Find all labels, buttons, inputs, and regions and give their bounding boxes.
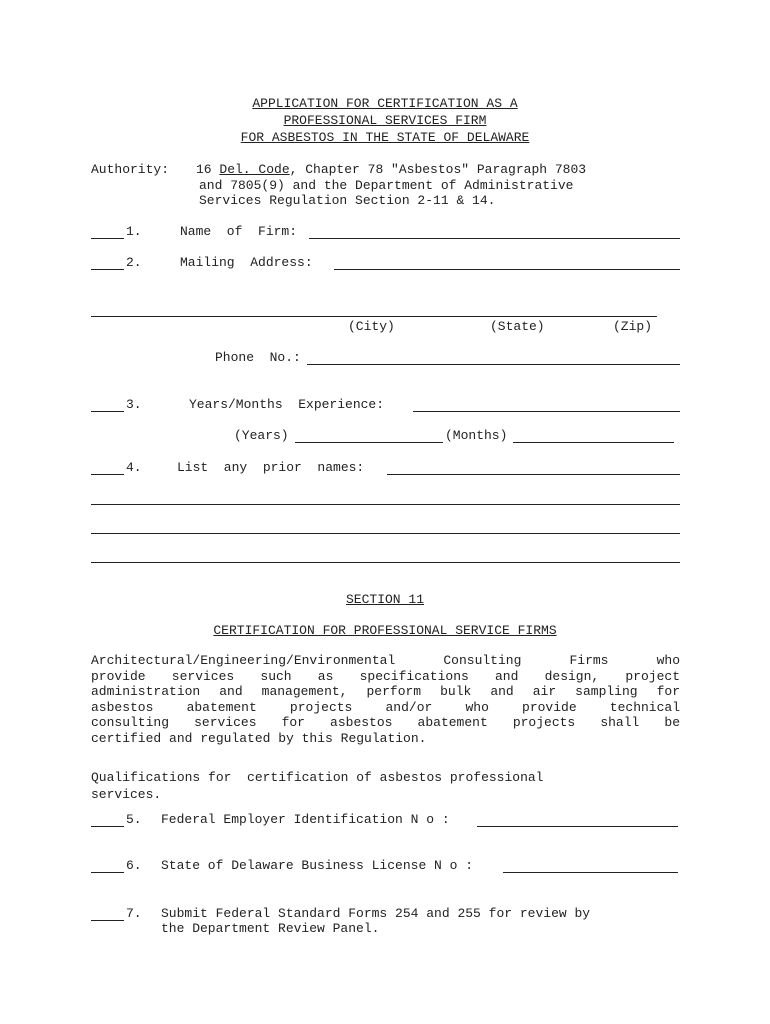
- item-6-label: State of Delaware Business License N o :: [161, 858, 474, 873]
- qualifications-line-2: services.: [91, 787, 162, 802]
- item-1-number: 1.: [126, 224, 142, 239]
- address-line-field[interactable]: [91, 316, 657, 317]
- item-2-check-blank[interactable]: [91, 269, 124, 270]
- section-paragraph-line-3: administration and management, perform bulk and air sampling for: [91, 684, 680, 699]
- section-paragraph-line-5: consulting services for asbestos abatement projects shall be: [91, 715, 680, 730]
- authority-post: , Chapter 78 "Asbestos" Paragraph 7803: [289, 162, 587, 177]
- phone-field[interactable]: [307, 364, 680, 365]
- authority-line-3: Services Regulation Section 2-11 & 14.: [199, 193, 496, 208]
- item-5-number: 5.: [126, 812, 142, 827]
- mailing-address-field[interactable]: [334, 269, 680, 270]
- form-title-line-3: FOR ASBESTOS IN THE STATE OF DELAWARE: [240, 130, 530, 145]
- item-5-check-blank[interactable]: [91, 826, 124, 827]
- address-state-label: (State): [490, 319, 545, 334]
- years-field[interactable]: [295, 442, 443, 443]
- item-2-label: Mailing Address:: [180, 255, 313, 270]
- item-1-check-blank[interactable]: [91, 238, 124, 239]
- qualifications-line-1: Qualifications for certification of asbestos professional: [91, 770, 544, 785]
- business-license-field[interactable]: [503, 872, 678, 873]
- authority-line-2: and 7805(9) and the Department of Administrative: [199, 178, 574, 193]
- form-title-line-2: PROFESSIONAL SERVICES FIRM: [283, 113, 487, 128]
- item-3-number: 3.: [126, 397, 142, 412]
- section-heading: SECTION 11: [345, 592, 424, 607]
- item-3-check-blank[interactable]: [91, 411, 124, 412]
- years-label: (Years): [234, 428, 289, 443]
- section-paragraph-line-6: certified and regulated by this Regulation.: [91, 731, 427, 746]
- section-paragraph-line-1: Architectural/Engineering/Environmental Consulting Firms who: [91, 653, 680, 668]
- item-2-number: 2.: [126, 255, 142, 270]
- item-4-check-blank[interactable]: [91, 474, 124, 475]
- item-6-check-blank[interactable]: [91, 872, 124, 873]
- prior-names-line-2[interactable]: [91, 504, 680, 505]
- address-city-label: (City): [348, 319, 395, 334]
- form-title-line-1: APPLICATION FOR CERTIFICATION AS A: [252, 96, 518, 111]
- section-subheading: CERTIFICATION FOR PROFESSIONAL SERVICE FIRMS: [213, 623, 557, 638]
- item-4-label: List any prior names:: [177, 460, 365, 475]
- firm-name-field[interactable]: [309, 238, 680, 239]
- phone-label: Phone No.:: [215, 350, 301, 365]
- address-zip-label: (Zip): [613, 319, 653, 334]
- authority-label: Authority:: [91, 162, 170, 177]
- months-label: (Months): [445, 428, 508, 443]
- months-field[interactable]: [513, 442, 674, 443]
- item-6-number: 6.: [126, 858, 142, 873]
- item-7-line-1: Submit Federal Standard Forms 254 and 255 for review by: [161, 906, 591, 921]
- authority-code-ref: Del. Code: [219, 162, 290, 177]
- item-5-label: Federal Employer Identification N o :: [161, 812, 450, 827]
- prior-names-field[interactable]: [387, 474, 680, 475]
- item-3-label: Years/Months Experience:: [189, 397, 385, 412]
- section-paragraph-line-2: provide services such as specifications and design, project: [91, 669, 680, 684]
- item-1-label: Name of Firm:: [180, 224, 298, 239]
- section-paragraph-line-4: asbestos abatement projects and/or who provide technical: [91, 700, 680, 715]
- item-4-number: 4.: [126, 460, 142, 475]
- federal-ein-field[interactable]: [477, 826, 678, 827]
- item-7-line-2: the Department Review Panel.: [161, 921, 380, 936]
- item-7-number: 7.: [126, 906, 142, 921]
- prior-names-line-3[interactable]: [91, 533, 680, 534]
- authority-pre: 16: [196, 162, 220, 177]
- prior-names-line-4[interactable]: [91, 562, 680, 563]
- authority-line-1: [196, 162, 586, 178]
- item-7-check-blank[interactable]: [91, 920, 124, 921]
- experience-field[interactable]: [413, 411, 680, 412]
